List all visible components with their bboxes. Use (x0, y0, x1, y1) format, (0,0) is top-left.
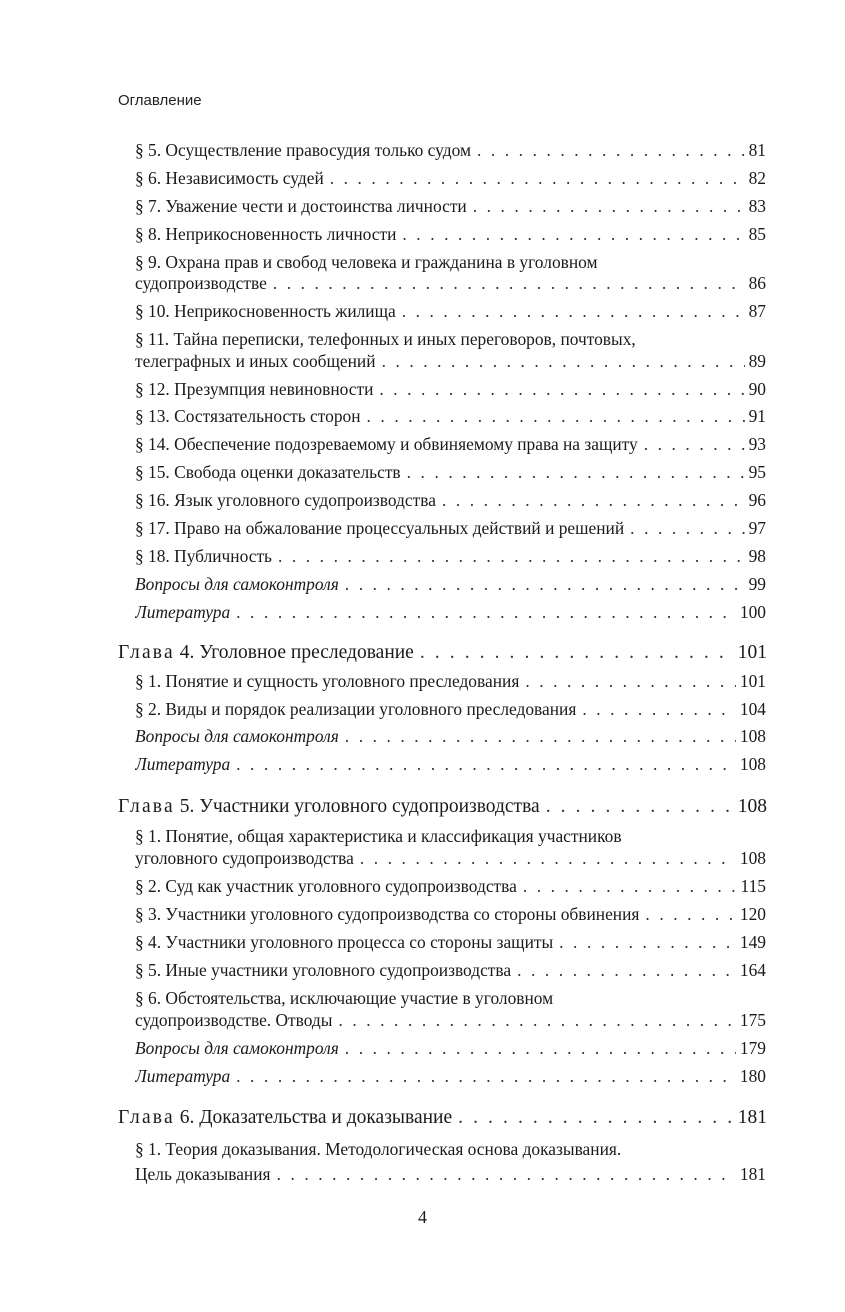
toc-entry-page: 86 (748, 273, 766, 293)
chapter-title: 5. Участники уголовного судопроизводства (179, 796, 540, 817)
toc-entry-page: 81 (748, 140, 766, 160)
toc-entry-title: § 7. Уважение чести и достоинства личности (135, 196, 467, 216)
toc-entry-page: 101 (737, 642, 767, 663)
page-number: 4 (418, 1207, 427, 1227)
toc-entry-line1 (135, 988, 766, 1009)
toc-entry-page: 181 (737, 1107, 767, 1128)
toc-entry-title: Вопросы для самоконтроля (135, 726, 339, 746)
leader-dots (345, 726, 736, 747)
toc-entry (135, 140, 766, 161)
toc-chapter-title (118, 1107, 452, 1129)
toc-entry-page: 90 (748, 379, 766, 399)
leader-dots (382, 351, 745, 372)
toc-entry (135, 960, 766, 981)
toc-entry (135, 196, 766, 217)
toc-entry-title: § 15. Свобода оценки доказательств (135, 462, 401, 482)
toc-entry (135, 876, 766, 897)
chapter-label: Глава (118, 1107, 175, 1128)
toc-entry-literature (135, 602, 766, 623)
leader-dots (644, 434, 745, 455)
toc-entry (135, 699, 766, 720)
leader-dots (473, 196, 745, 217)
leader-dots (559, 932, 736, 953)
leader-dots (330, 168, 745, 189)
toc-entry-literature (135, 754, 766, 775)
toc-entry-page: 98 (748, 546, 766, 566)
toc-entry (135, 932, 766, 953)
leader-dots (402, 301, 745, 322)
leader-dots (345, 1038, 736, 1059)
toc-entry-page: 99 (748, 574, 766, 594)
toc-entry-page: 108 (739, 848, 766, 868)
toc-entry (135, 273, 766, 294)
leader-dots (420, 642, 734, 664)
toc-entry-title: § 6. Независимость судей (135, 168, 324, 188)
toc-entry-page: 95 (748, 462, 766, 482)
toc-entry-title: судопроизводстве. Отводы (135, 1010, 333, 1030)
leader-dots (277, 1164, 736, 1185)
toc-entry-line1 (135, 1139, 766, 1160)
toc-entry-line1 (135, 826, 766, 847)
toc-entry-title: § 17. Право на обжалование процессуальных действий и решений (135, 518, 625, 538)
toc-entry-title: Вопросы для самоконтроля (135, 574, 339, 594)
toc-entry-title: § 16. Язык уголовного судопроизводства (135, 490, 436, 510)
toc-entry (135, 904, 766, 925)
toc-chapter (118, 642, 767, 664)
toc-entry (135, 518, 766, 539)
toc-entry-page: 181 (739, 1164, 766, 1184)
leader-dots (477, 140, 745, 161)
toc-entry-page: 149 (739, 932, 766, 952)
toc-entry-title: § 14. Обеспечение подозреваемому и обвиняемому права на защиту (135, 434, 638, 454)
toc-entry-title: § 10. Неприкосновенность жилища (135, 301, 396, 321)
toc-entry-title: § 6. Обстоятельства, исключающие участие в уголовном (135, 988, 554, 1008)
toc-entry (135, 406, 766, 427)
toc-chapter-title (118, 796, 540, 818)
toc-entry-page: 108 (739, 754, 766, 774)
toc-entry-page: 96 (748, 490, 766, 510)
leader-dots (523, 876, 737, 897)
toc-chapter (118, 796, 767, 818)
leader-dots (367, 406, 745, 427)
toc-entry-title: § 4. Участники уголовного процесса со стороны защиты (135, 932, 554, 952)
toc-entry (135, 490, 766, 511)
leader-dots (345, 574, 745, 595)
leader-dots (546, 796, 734, 818)
toc-entry-title: Цель доказывания (135, 1164, 271, 1184)
toc-chapter-title (118, 642, 414, 664)
toc-entry-page: 87 (748, 301, 766, 321)
leader-dots (236, 754, 736, 775)
toc-entry-title: § 2. Виды и порядок реализации уголовного преследования (135, 699, 577, 719)
leader-dots (278, 546, 745, 567)
toc-entry-title: Литература (135, 1066, 231, 1086)
leader-dots (525, 671, 736, 692)
toc-entry-questions (135, 726, 766, 747)
toc-entry-title: § 9. Охрана прав и свобод человека и гражданина в уголовном (135, 252, 598, 272)
toc-chapter (118, 1107, 767, 1129)
toc-entry-questions (135, 574, 766, 595)
toc-entry-page: 83 (748, 196, 766, 216)
toc-entry-page: 108 (737, 796, 767, 817)
toc-entry (135, 1164, 766, 1185)
toc-entry (135, 434, 766, 455)
chapter-title: 6. Доказательства и доказывание (179, 1107, 453, 1128)
leader-dots (645, 904, 735, 925)
toc-entry (135, 351, 766, 372)
toc-entry-page: 108 (739, 726, 766, 746)
toc-entry-title: § 13. Состязательность сторон (135, 406, 361, 426)
toc-entry (135, 848, 766, 869)
leader-dots (402, 224, 744, 245)
leader-dots (236, 602, 736, 623)
toc-entry-title: Литература (135, 602, 231, 622)
chapter-label: Глава (118, 642, 175, 663)
toc-entry-page: 93 (748, 434, 766, 454)
toc-entry-line1 (135, 252, 766, 273)
toc-entry-line1 (135, 329, 766, 350)
toc-entry-page: 180 (739, 1066, 766, 1086)
chapter-title: 4. Уголовное преследование (179, 642, 414, 663)
toc-entry-title: судопроизводстве (135, 273, 267, 293)
leader-dots (273, 273, 745, 294)
toc-entry-literature (135, 1066, 766, 1087)
toc-entry-title: § 8. Неприкосновенность личности (135, 224, 397, 244)
toc-entry (135, 462, 766, 483)
toc-entry-title: § 18. Публичность (135, 546, 272, 566)
leader-dots (442, 490, 745, 511)
leader-dots (630, 518, 744, 539)
toc-entry-page: 89 (748, 351, 766, 371)
leader-dots (517, 960, 736, 981)
toc-entry-page: 85 (748, 224, 766, 244)
toc-entry (135, 168, 766, 189)
leader-dots (338, 1010, 735, 1031)
toc-entry (135, 671, 766, 692)
leader-dots (236, 1066, 736, 1087)
toc-entry-title: § 1. Теория доказывания. Методологическая основа доказывания. (135, 1139, 622, 1159)
toc-entry (135, 301, 766, 322)
toc-entry-title: § 1. Понятие, общая характеристика и классификация участников (135, 826, 622, 846)
leader-dots (379, 379, 744, 400)
toc-entry-title: § 5. Иные участники уголовного судопроизводства (135, 960, 512, 980)
toc-entry (135, 224, 766, 245)
toc-entry-page: 175 (739, 1010, 766, 1030)
toc-entry-questions (135, 1038, 766, 1059)
toc-entry-page: 120 (739, 904, 766, 924)
toc-entry-title: § 5. Осуществление правосудия только судом (135, 140, 471, 160)
toc-entry-page: 179 (739, 1038, 766, 1058)
toc-entry-title: уголовного судопроизводства (135, 848, 354, 868)
running-header: Оглавление (118, 92, 202, 109)
toc-entry-page: 100 (739, 602, 766, 622)
toc-entry (135, 379, 766, 400)
leader-dots (582, 699, 736, 720)
toc-entry-title: Вопросы для самоконтроля (135, 1038, 339, 1058)
toc-entry-page: 101 (739, 671, 766, 691)
toc-entry (135, 546, 766, 567)
toc-entry-page: 97 (748, 518, 766, 538)
toc-entry-page: 104 (739, 699, 766, 719)
toc-entry-title: § 11. Тайна переписки, телефонных и иных переговоров, почтовых, (135, 329, 636, 349)
toc-entry-page: 91 (748, 406, 766, 426)
toc-entry-title: Литература (135, 754, 231, 774)
leader-dots (407, 462, 745, 483)
toc-entry-page: 115 (740, 876, 766, 896)
toc-entry-title: § 12. Презумпция невиновности (135, 379, 374, 399)
toc-entry-title: телеграфных и иных сообщений (135, 351, 376, 371)
toc-entry-title: § 2. Суд как участник уголовного судопроизводства (135, 876, 517, 896)
toc-entry-page: 82 (748, 168, 766, 188)
toc-entry-title: § 1. Понятие и сущность уголовного преследования (135, 671, 520, 691)
chapter-label: Глава (118, 796, 175, 817)
leader-dots (360, 848, 736, 869)
toc-entry (135, 1010, 766, 1031)
leader-dots (458, 1107, 734, 1129)
toc-entry-title: § 3. Участники уголовного судопроизводства со стороны обвинения (135, 904, 640, 924)
toc-entry-page: 164 (739, 960, 766, 980)
